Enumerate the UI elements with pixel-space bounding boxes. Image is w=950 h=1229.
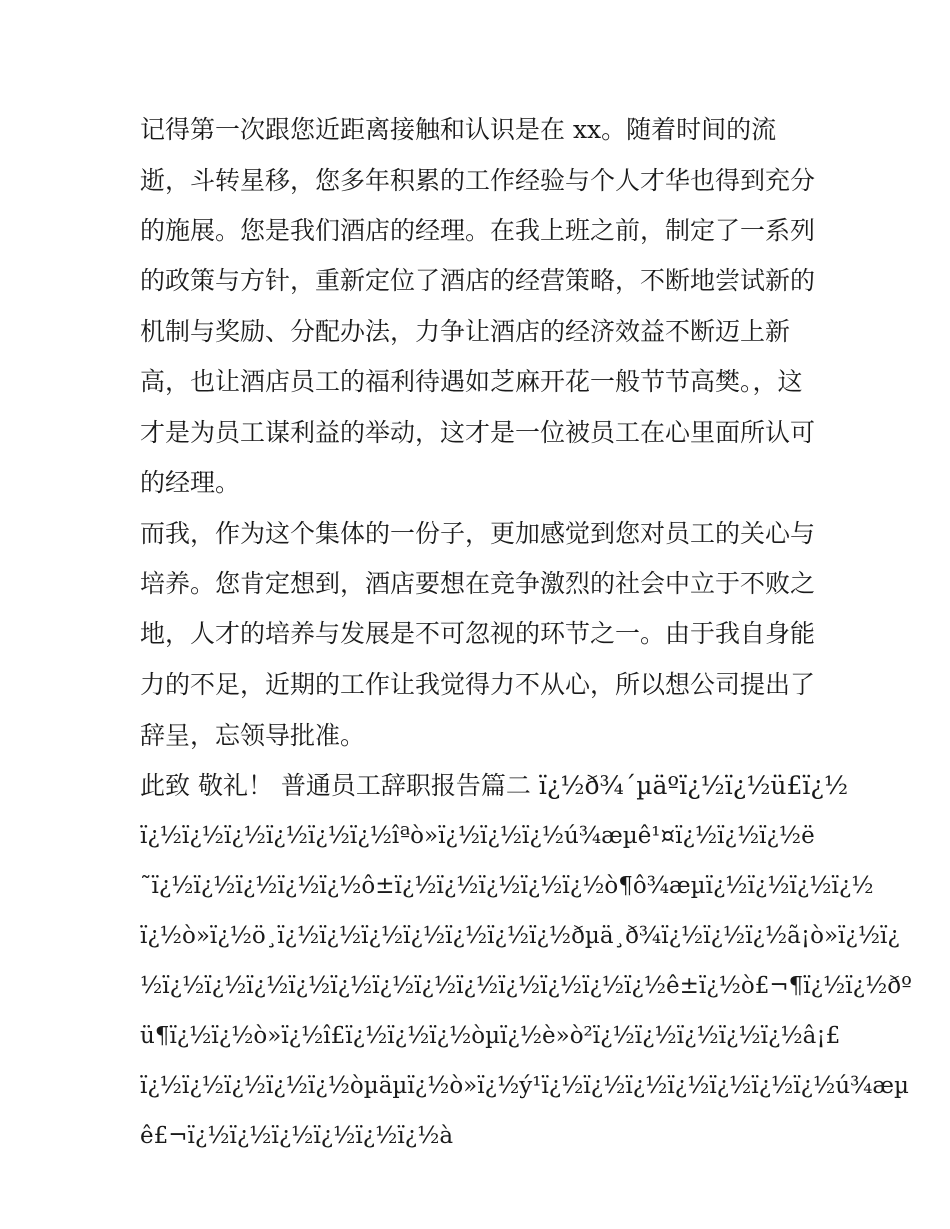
paragraph-line: 机制与奖励、分配办法，力争让酒店的经济效益不断迈上新 [140,317,791,346]
paragraph-line: 记得第一次跟您近距离接触和认识是在 xx。随着时间的流 [140,115,777,144]
garbled-text-line: ï¿½ï¿½ï¿½ï¿½ï¿½òµäµï¿½ò»ï¿½ý¹ï¿½ï¿½ï¿½ï¿½ï¿½ï¿½ï¿½ú¾æµ [140,1073,909,1099]
paragraph-line: 培养。您肯定想到，酒店要想在竞争激烈的社会中立于不败之 [140,569,816,598]
paragraph-line: 的施展。您是我们酒店的经理。在我上班之前，制定了一系列 [140,216,816,245]
paragraph-line: 而我，作为这个集体的一份子，更加感觉到您对员工的关心与 [140,519,816,548]
garbled-text-line: ï¿½ï¿½ï¿½ï¿½ï¿½ï¿½îªò»ï¿½ï¿½ï¿½ú¾æµê¹¤ï¿½ï¿½ï¿½ë [140,823,815,849]
paragraph-line: 辞呈，忘领导批准。 [140,721,366,750]
paragraph-line: 的经理。 [140,468,241,497]
garbled-text-line: ê£¬ï¿½ï¿½ï¿½ï¿½ï¿½ï¿½à [140,1123,454,1149]
garbled-text-line: ü¶ï¿½ï¿½ò»ï¿½î£ï¿½ï¿½ï¿½òµï¿½è»ò²ï¿½ï¿½ï¿½ï¿½ï¿½â¡£ [140,1023,841,1049]
garbled-text-line: ½ï¿½ï¿½ï¿½ï¿½ï¿½ï¿½ï¿½ï¿½ï¿½ï¿½ï¿½ï¿½ê±ï¿½ò£¬¶ï¿½ï¿½ðº [140,973,912,999]
paragraph-line: 逝，斗转星移，您多年积累的工作经验与个人才华也得到充分 [140,166,816,195]
paragraph-line: 的政策与方针，重新定位了酒店的经营策略，不断地尝试新的 [140,266,816,295]
paragraph-line: 力的不足，近期的工作让我觉得力不从心，所以想公司提出了 [140,670,816,699]
paragraph-line: 此致 敬礼！ 普通员工辞职报告篇二 ï¿½ð¾´µäºï¿½ï¿½ü£ï¿½ [140,771,849,800]
paragraph-line: 才是为员工谋利益的举动，这才是一位被员工在心里面所认可 [140,418,816,447]
paragraph-line: 高，也让酒店员工的福利待遇如芝麻开花一般节节高樊。，这 [140,367,803,396]
garbled-text-line: ˜ï¿½ï¿½ï¿½ï¿½ï¿½ô±ï¿½ï¿½ï¿½ï¿½ï¿½ò¶ô¾æµï¿½ï¿½ï¿½ï¿½ [140,873,874,899]
paragraph-line: 地，人才的培养与发展是不可忽视的环节之一。由于我自身能 [140,619,816,648]
garbled-text-line: ï¿½ò»ï¿½ö¸ï¿½ï¿½ï¿½ï¿½ï¿½ï¿½ï¿½ðµä¸ð¾ï¿½ï¿½ï¿½ã¡ò»ï¿½ï¿ [140,923,900,949]
